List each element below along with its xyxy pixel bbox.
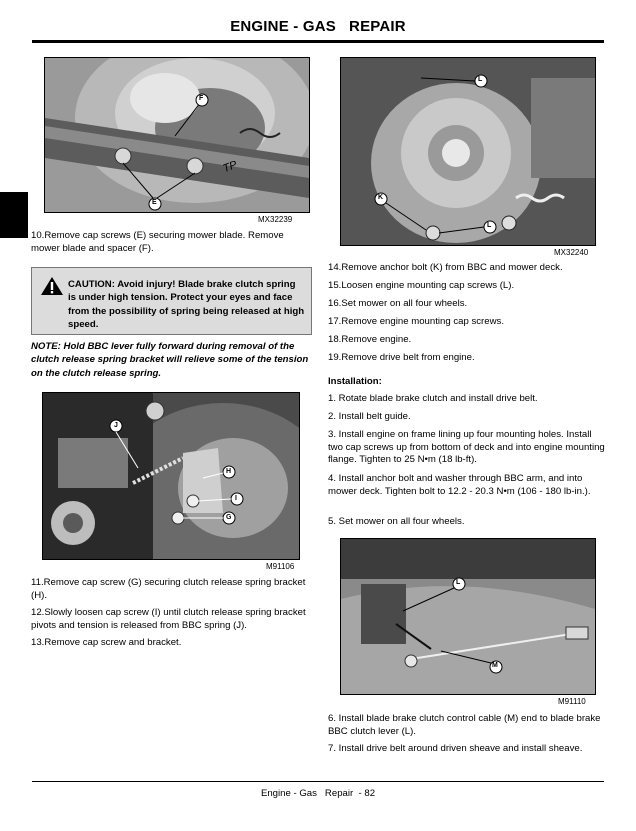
note-text: NOTE: Hold BBC lever fully forward during removal of the clutch release spring bracket will relieve some of the tension on the clutch release spring. [31, 341, 309, 379]
photo-engine-mounting [340, 57, 596, 246]
photo-marking-tp: TP [221, 158, 239, 176]
callout-g: G [226, 514, 232, 521]
photo-clutch-bracket [42, 392, 300, 560]
figure-id-mx32240: MX32240 [554, 248, 589, 257]
page-footer: Engine - Gas Repair - 82 [260, 788, 376, 799]
step-16: 16.Set mower on all four wheels. [328, 298, 468, 309]
callout-l-top: L [478, 76, 483, 83]
step-12: 12.Slowly loosen cap screw (I) until clutch release spring bracket pivots and tension is released from BBC spring (J). [31, 607, 306, 631]
step-18: 18.Remove engine. [328, 334, 412, 345]
page-header-title: ENGINE - GAS REPAIR [230, 18, 406, 35]
installation-heading: Installation: [328, 376, 382, 387]
step-15: 15.Loosen engine mounting cap screws (L). [328, 280, 515, 291]
install-step-6: 6. Install blade brake clutch control cable (M) end to blade brake BBC clutch lever (L). [328, 713, 601, 737]
caution-box [31, 267, 312, 335]
step-14: 14.Remove anchor bolt (K) from BBC and mower deck. [328, 262, 563, 273]
callout-j: J [114, 422, 118, 429]
step-10: 10.Remove cap screws (E) securing mower blade. Remove mower blade and spacer (F). [31, 230, 284, 254]
callout-i: I [235, 495, 237, 502]
callout-l: L [456, 579, 461, 586]
callout-k: K [378, 194, 384, 201]
callout-e: E [152, 199, 157, 206]
install-step-3: 3. Install engine on frame lining up four mounting holes. Install two cap screws up from bottom of deck and into engine mounting flange. Tighten to 25 N•m (18 lb-ft). [328, 429, 605, 466]
section-edge-tab [0, 192, 28, 238]
caution-text: CAUTION: Avoid injury! Blade brake clutch spring is under high tension. Protect your eyes and face from the possibility of spring being released at high speed. [68, 279, 305, 330]
step-19: 19.Remove drive belt from engine. [328, 352, 475, 363]
callout-l-bottom: L [487, 222, 492, 229]
step-13: 13.Remove cap screw and bracket. [31, 637, 182, 648]
photo-mower-blade [44, 57, 310, 213]
step-17: 17.Remove engine mounting cap screws. [328, 316, 504, 327]
install-step-4: 4. Install anchor bolt and washer through BBC arm, and into mower deck. Tighten bolt to 12.2 - 20.3 N•m (106 - 180 lb-in.). [328, 473, 591, 497]
figure-id-mx32239: MX32239 [258, 215, 293, 224]
callout-m: M [492, 662, 498, 669]
photo-control-cable [340, 538, 596, 695]
install-step-7: 7. Install drive belt around driven sheave and install sheave. [328, 743, 583, 754]
install-step-5: 5. Set mower on all four wheels. [328, 516, 465, 527]
callout-f: F [199, 95, 204, 102]
warning-triangle-icon [40, 276, 64, 296]
header-rule [32, 40, 604, 43]
step-11: 11.Remove cap screw (G) securing clutch release spring bracket (H). [31, 577, 306, 601]
install-step-2: 2. Install belt guide. [328, 411, 411, 422]
figure-id-m91110: M91110 [558, 697, 586, 706]
figure-id-m91106: M91106 [266, 562, 295, 571]
callout-h: H [226, 468, 232, 475]
footer-rule [32, 781, 604, 782]
install-step-1: 1. Rotate blade brake clutch and install drive belt. [328, 393, 538, 404]
